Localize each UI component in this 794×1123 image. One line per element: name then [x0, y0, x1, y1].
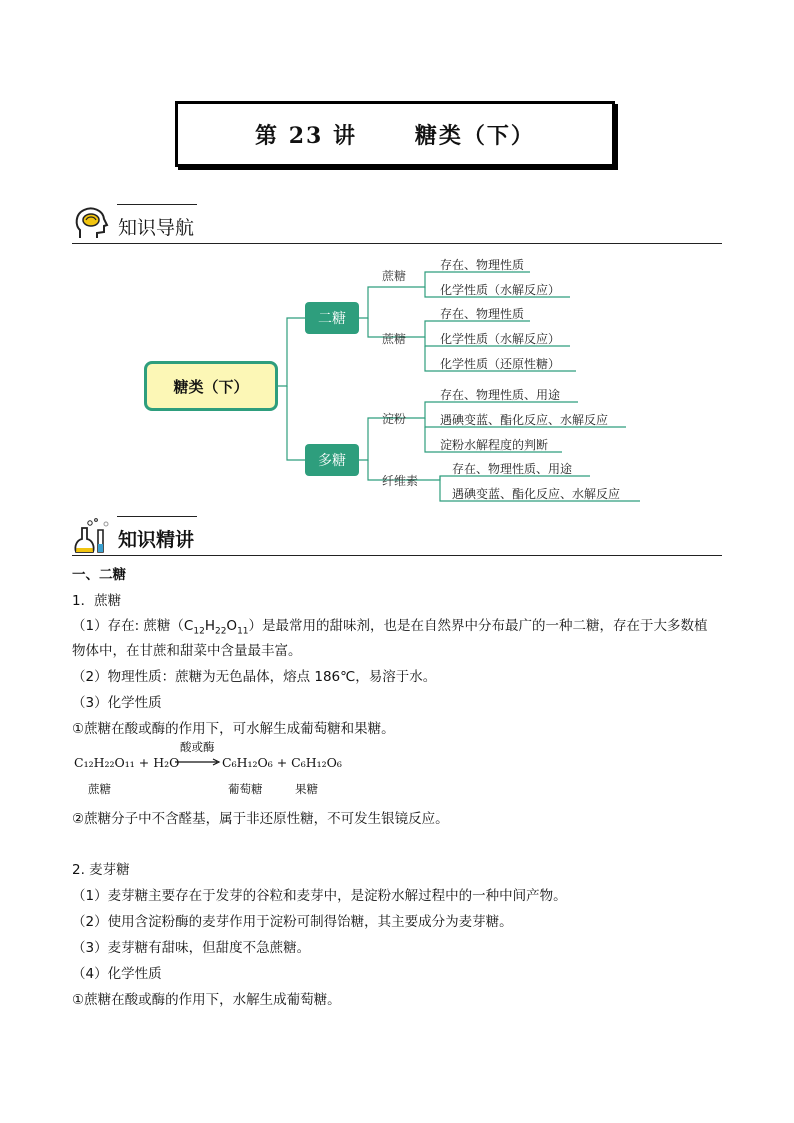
- mindmap-leaf: 遇碘变蓝、酯化反应、水解反应: [440, 413, 609, 427]
- mindmap-sub-sucrose-1: 蔗糖: [382, 269, 407, 283]
- mindmap-leaf: 存在、物理性质、用途: [452, 462, 573, 476]
- paragraph-physical: （2）物理性质：蔗糖为无色晶体，熔点 186℃，易溶于水。: [72, 669, 437, 685]
- mindmap-leaf: 化学性质（还原性糖）: [440, 357, 561, 371]
- reaction-arrow-icon: [175, 757, 221, 767]
- mindmap-leaf: 存在、物理性质: [440, 258, 525, 272]
- mindmap-leaf: 遇碘变蓝、酯化反应、水解反应: [452, 487, 621, 501]
- equation-reactants: C₁₂H₂₂O₁₁ + H₂O: [74, 755, 180, 770]
- mindmap-node-polysaccharide: 多糖: [305, 444, 359, 476]
- equation-label-sucrose: 蔗糖: [88, 782, 111, 796]
- paragraph-hydrolysis: ①蔗糖在酸或酶的作用下，可水解生成葡萄糖和果糖。: [72, 721, 395, 737]
- mindmap-sub-cellulose: 纤维素: [382, 474, 419, 488]
- section-label-lecture: 知识精讲: [118, 529, 195, 551]
- mindmap-leaf: 淀粉水解程度的判断: [440, 438, 549, 452]
- equation-condition: 酸或酶: [180, 740, 215, 754]
- paragraph-maltose-4: （4）化学性质: [72, 966, 162, 982]
- heading-maltose: 2. 麦芽糖: [72, 862, 130, 878]
- equation-label-glucose: 葡萄糖: [228, 782, 263, 796]
- paragraph-maltose-3: （3）麦芽糖有甜味，但甜度不急蔗糖。: [72, 940, 311, 956]
- mindmap-root-node: 糖类（下）: [144, 361, 278, 411]
- mindmap-sub-starch: 淀粉: [382, 412, 407, 426]
- paragraph-maltose-2: （2）使用含淀粉酶的麦芽作用于淀粉可制得饴糖，其主要成分为麦芽糖。: [72, 914, 513, 930]
- section-header-lecture: [72, 516, 722, 556]
- lab-flask-icon: [72, 516, 110, 554]
- mindmap-leaf: 化学性质（水解反应）: [440, 332, 561, 346]
- heading-sucrose: 1．蔗糖: [72, 593, 122, 609]
- mindmap-leaf: 存在、物理性质、用途: [440, 388, 561, 402]
- heading-disaccharide: 一、二糖: [72, 567, 126, 583]
- mindmap-sub-sucrose-2: 蔗糖: [382, 332, 407, 346]
- paragraph-existence: （1）存在: 蔗糖$(C_{12}H_{22}O_{11})$是最常用的甜味剂，也是在自然界中分布最广的一种二糖，存在于大多数植: [72, 618, 708, 637]
- paragraph-maltose-1: （1）麦芽糖主要存在于发芽的谷粒和麦芽中，是淀粉水解过程中的一种中间产物。: [72, 888, 567, 904]
- mindmap-node-disaccharide: 二糖: [305, 302, 359, 334]
- section-label-navigation: 知识导航: [118, 217, 195, 239]
- paragraph-chemical-heading: （3）化学性质: [72, 695, 162, 711]
- paragraph-non-reducing: ②蔗糖分子中不含醛基，属于非还原性糖，不可发生银镜反应。: [72, 811, 449, 827]
- paragraph-existence-cont: 物体中，在甘蔗和甜菜中含量最丰富。: [72, 643, 302, 659]
- equation-label-fructose: 果糖: [295, 782, 318, 796]
- lecture-title: 第 23 讲 糖类（下）: [255, 122, 535, 149]
- mindmap-leaf: 存在、物理性质: [440, 307, 525, 321]
- equation-products: C₆H₁₂O₆ + C₆H₁₂O₆: [222, 755, 342, 770]
- paragraph-maltose-5: ①蔗糖在酸或酶的作用下，水解生成葡萄糖。: [72, 992, 341, 1008]
- mindmap-leaf: 化学性质（水解反应）: [440, 283, 561, 297]
